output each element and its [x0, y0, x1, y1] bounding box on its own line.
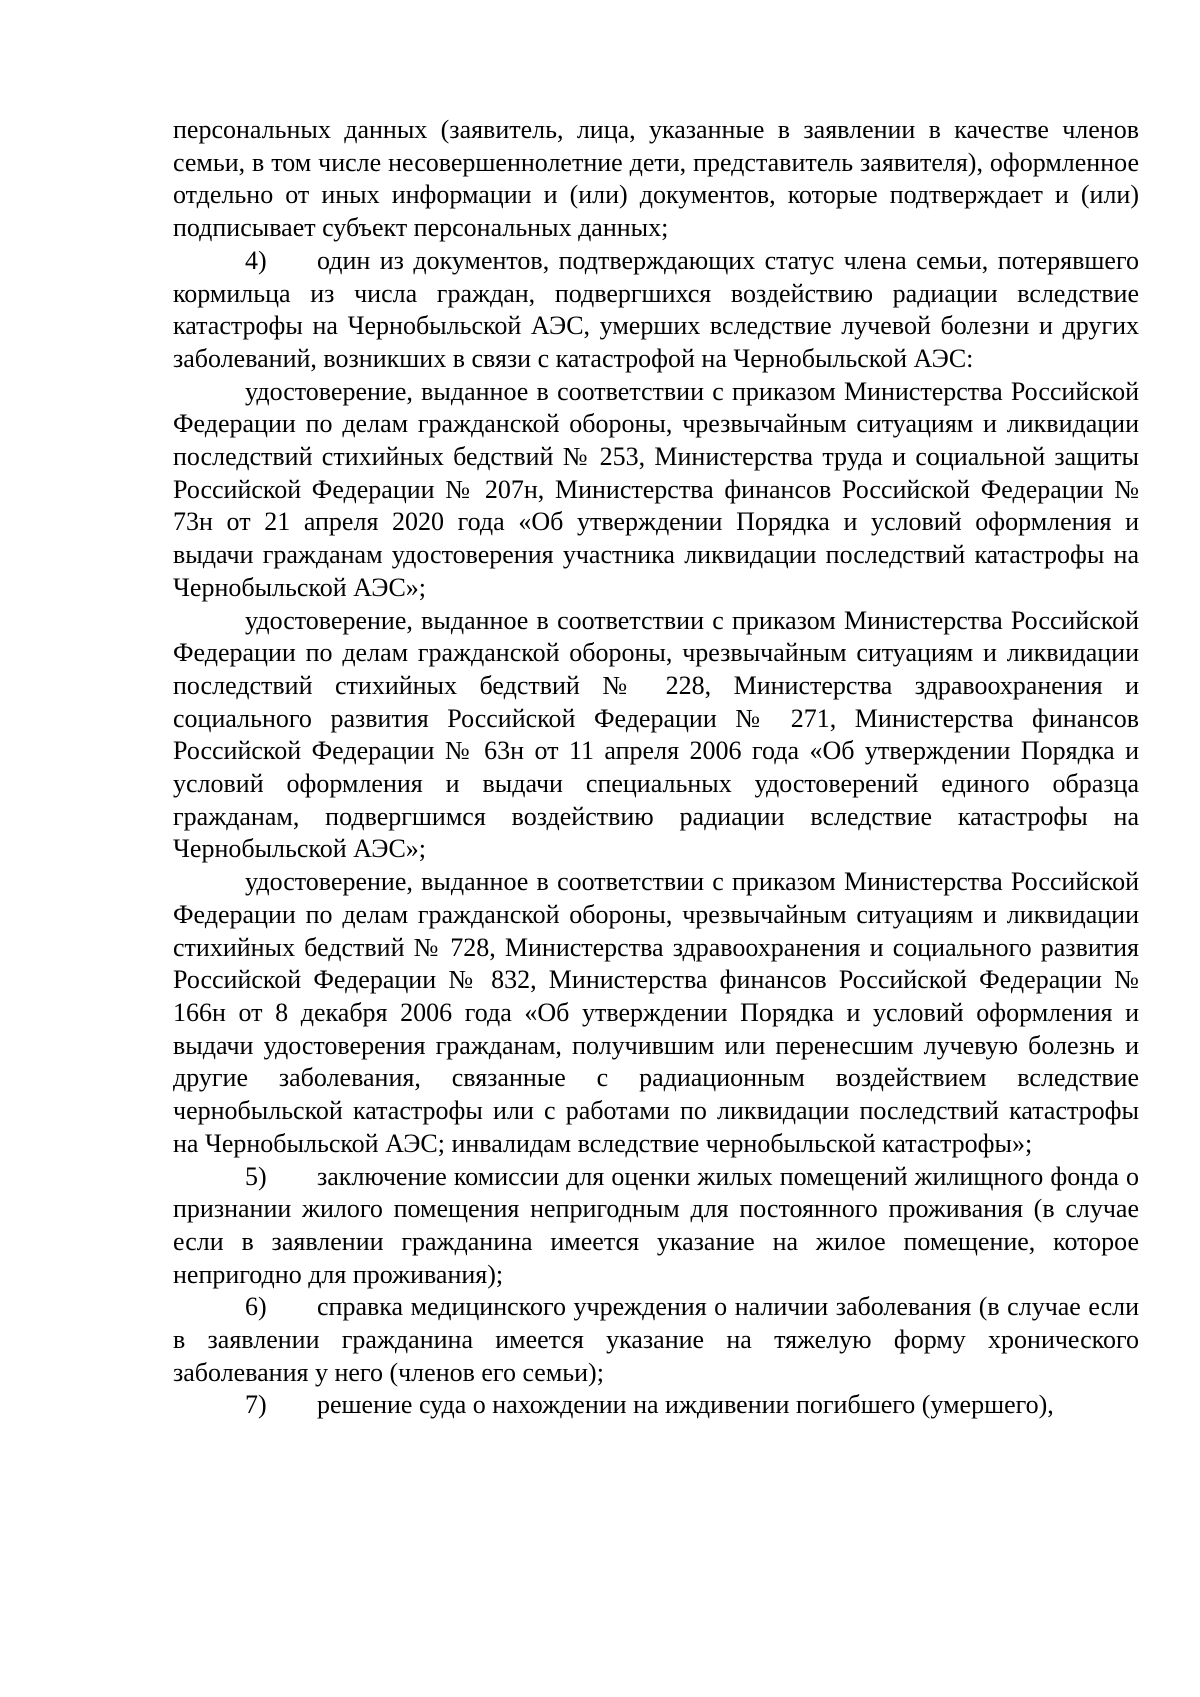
paragraph-text: удостоверение, выданное в соответствии с приказом Министерства Российской Федерации по делам гражданской обороны, чрезвычайным ситуациям и ликвидации последствий стихийных бедствий № 228, Министерства здравоохранения и социального развития Российской Федерации № 271, Министерства финансов Российской Федерации № 63н от 11 апреля 2006 года «Об утверждении Порядка и условий оформления и выдачи специальных удостоверений единого образца гражданам, подвергшимся воздействию радиации вследствие катастрофы на Чернобыльской АЭС»; — [173, 605, 1139, 864]
list-item-4 — [173, 245, 1139, 376]
document-body — [173, 114, 1139, 1422]
paragraph-certificate-253 — [173, 376, 1139, 605]
paragraph-text: удостоверение, выданное в соответствии с приказом Министерства Российской Федерации по делам гражданской обороны, чрезвычайным ситуациям и ликвидации последствий стихийных бедствий № 253, Министерства труда и социальной защиты Российской Федерации № 207н, Министерства финансов Российской Федерации № 73н от 21 апреля 2020 года «Об утверждении Порядка и условий оформления и выдачи гражданам удостоверения участника ликвидации последствий катастрофы на Чернобыльской АЭС»; — [173, 376, 1139, 602]
paragraph-certificate-228 — [173, 605, 1139, 867]
list-item-text: заключение комиссии для оценки жилых помещений жилищного фонда о признании жилого помещения непригодным для постоянного проживания (в случае если в заявлении гражданина имеется указание на жилое помещение, которое непригодно для проживания); — [173, 1161, 1139, 1289]
list-item-number: 5) — [245, 1161, 267, 1191]
list-item-text: один из документов, подтверждающих статус члена семьи, потерявшего кормильца из числа граждан, подвергшихся воздействию радиации вследствие катастрофы на Чернобыльской АЭС, умерших вследствие лучевой болезни и других заболеваний, возникших в связи с катастрофой на Чернобыльской АЭС: — [173, 245, 1139, 373]
list-item-text: решение суда о нахождении на иждивении погибшего (умершего), — [317, 1390, 1054, 1420]
paragraph-text: персональных данных (заявитель, лица, указанные в заявлении в качестве членов семьи, в том числе несовершеннолетние дети, представитель заявителя), оформленное отдельно от иных информации и (или) документов, которые подтверждает и (или) подписывает субъект персональных данных; — [173, 115, 1139, 243]
paragraph-personal-data-consent — [173, 114, 1139, 245]
list-item-number: 7) — [245, 1390, 267, 1420]
list-item-7 — [173, 1389, 1139, 1422]
list-item-5 — [173, 1161, 1139, 1292]
list-item-6 — [173, 1291, 1139, 1389]
list-item-number: 6) — [245, 1292, 267, 1322]
paragraph-certificate-728 — [173, 866, 1139, 1160]
paragraph-text: удостоверение, выданное в соответствии с приказом Министерства Российской Федерации по делам гражданской обороны, чрезвычайным ситуациям и ликвидации стихийных бедствий № 728, Министерства здравоохранения и социального развития Российской Федерации № 832, Министерства финансов Российской Федерации № 166н от 8 декабря 2006 года «Об утверждении Порядка и условий оформления и выдачи удостоверения гражданам, получившим или перенесшим лучевую болезнь и другие заболевания, связанные с радиационным воздействием вследствие чернобыльской катастрофы или с работами по ликвидации последствий катастрофы на Чернобыльской АЭС; инвалидам вследствие чернобыльской катастрофы»; — [173, 867, 1139, 1158]
list-item-number: 4) — [245, 245, 267, 275]
list-item-text: справка медицинского учреждения о наличии заболевания (в случае если в заявлении гражданина имеется указание на тяжелую форму хронического заболевания у него (членов его семьи); — [173, 1292, 1139, 1387]
